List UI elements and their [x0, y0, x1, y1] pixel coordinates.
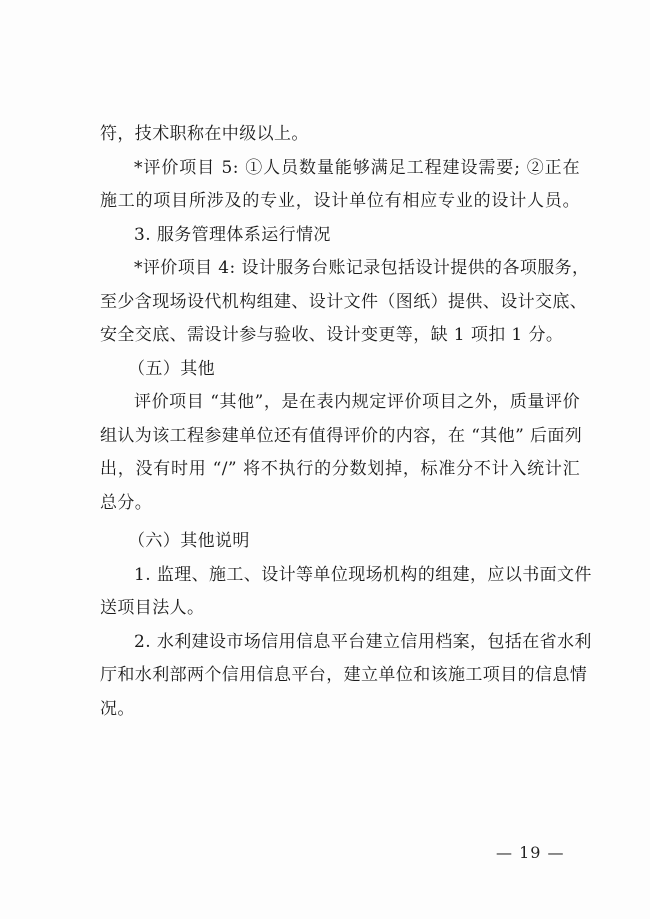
text-line: *评价项目 5: ①人员数量能够满足工程建设需要; ②正在: [134, 157, 580, 178]
text-line: 组认为该工程参建单位还有值得评价的内容，在 “其他” 后面列: [100, 425, 583, 446]
text-line: 况。: [100, 698, 135, 719]
document-body: [100, 118, 592, 726]
text-line: 出，没有时用 “/” 将不执行的分数划掉，标准分不计入统计汇: [100, 459, 580, 479]
text-line: 施工的项目所涉及的专业，设计单位有相应专业的设计人员。: [100, 191, 580, 211]
section-heading: （六）其他说明: [128, 531, 250, 551]
text-line: 送项目法人。: [100, 598, 205, 618]
text-line: 至少含现场设代机构组建、设计文件（图纸）提供、设计交底、: [100, 291, 588, 312]
text-line: *评价项目 4: 设计服务台账记录包括设计提供的各项服务，: [134, 258, 590, 278]
text-line: 2. 水利建设市场信用信息平台建立信用档案，包括在省水利: [134, 631, 592, 652]
page-number: — 19 —: [496, 843, 565, 862]
text-line: 总分。: [100, 492, 153, 513]
section-heading: （五）其他: [128, 358, 215, 379]
section-heading: 3. 服务管理体系运行情况: [134, 224, 331, 245]
text-line: 厅和水利部两个信用信息平台，建立单位和该施工项目的信息情: [100, 665, 588, 685]
text-line: 1. 监理、施工、设计等单位现场机构的组建，应以书面文件: [134, 564, 592, 585]
text-line: 符，技术职称在中级以上。: [100, 124, 309, 144]
text-line: 评价项目 “其他”，是在表内规定评价项目之外，质量评价: [134, 392, 580, 412]
text-line: 安全交底、需设计参与验收、设计变更等，缺 1 项扣 1 分。: [100, 325, 564, 345]
